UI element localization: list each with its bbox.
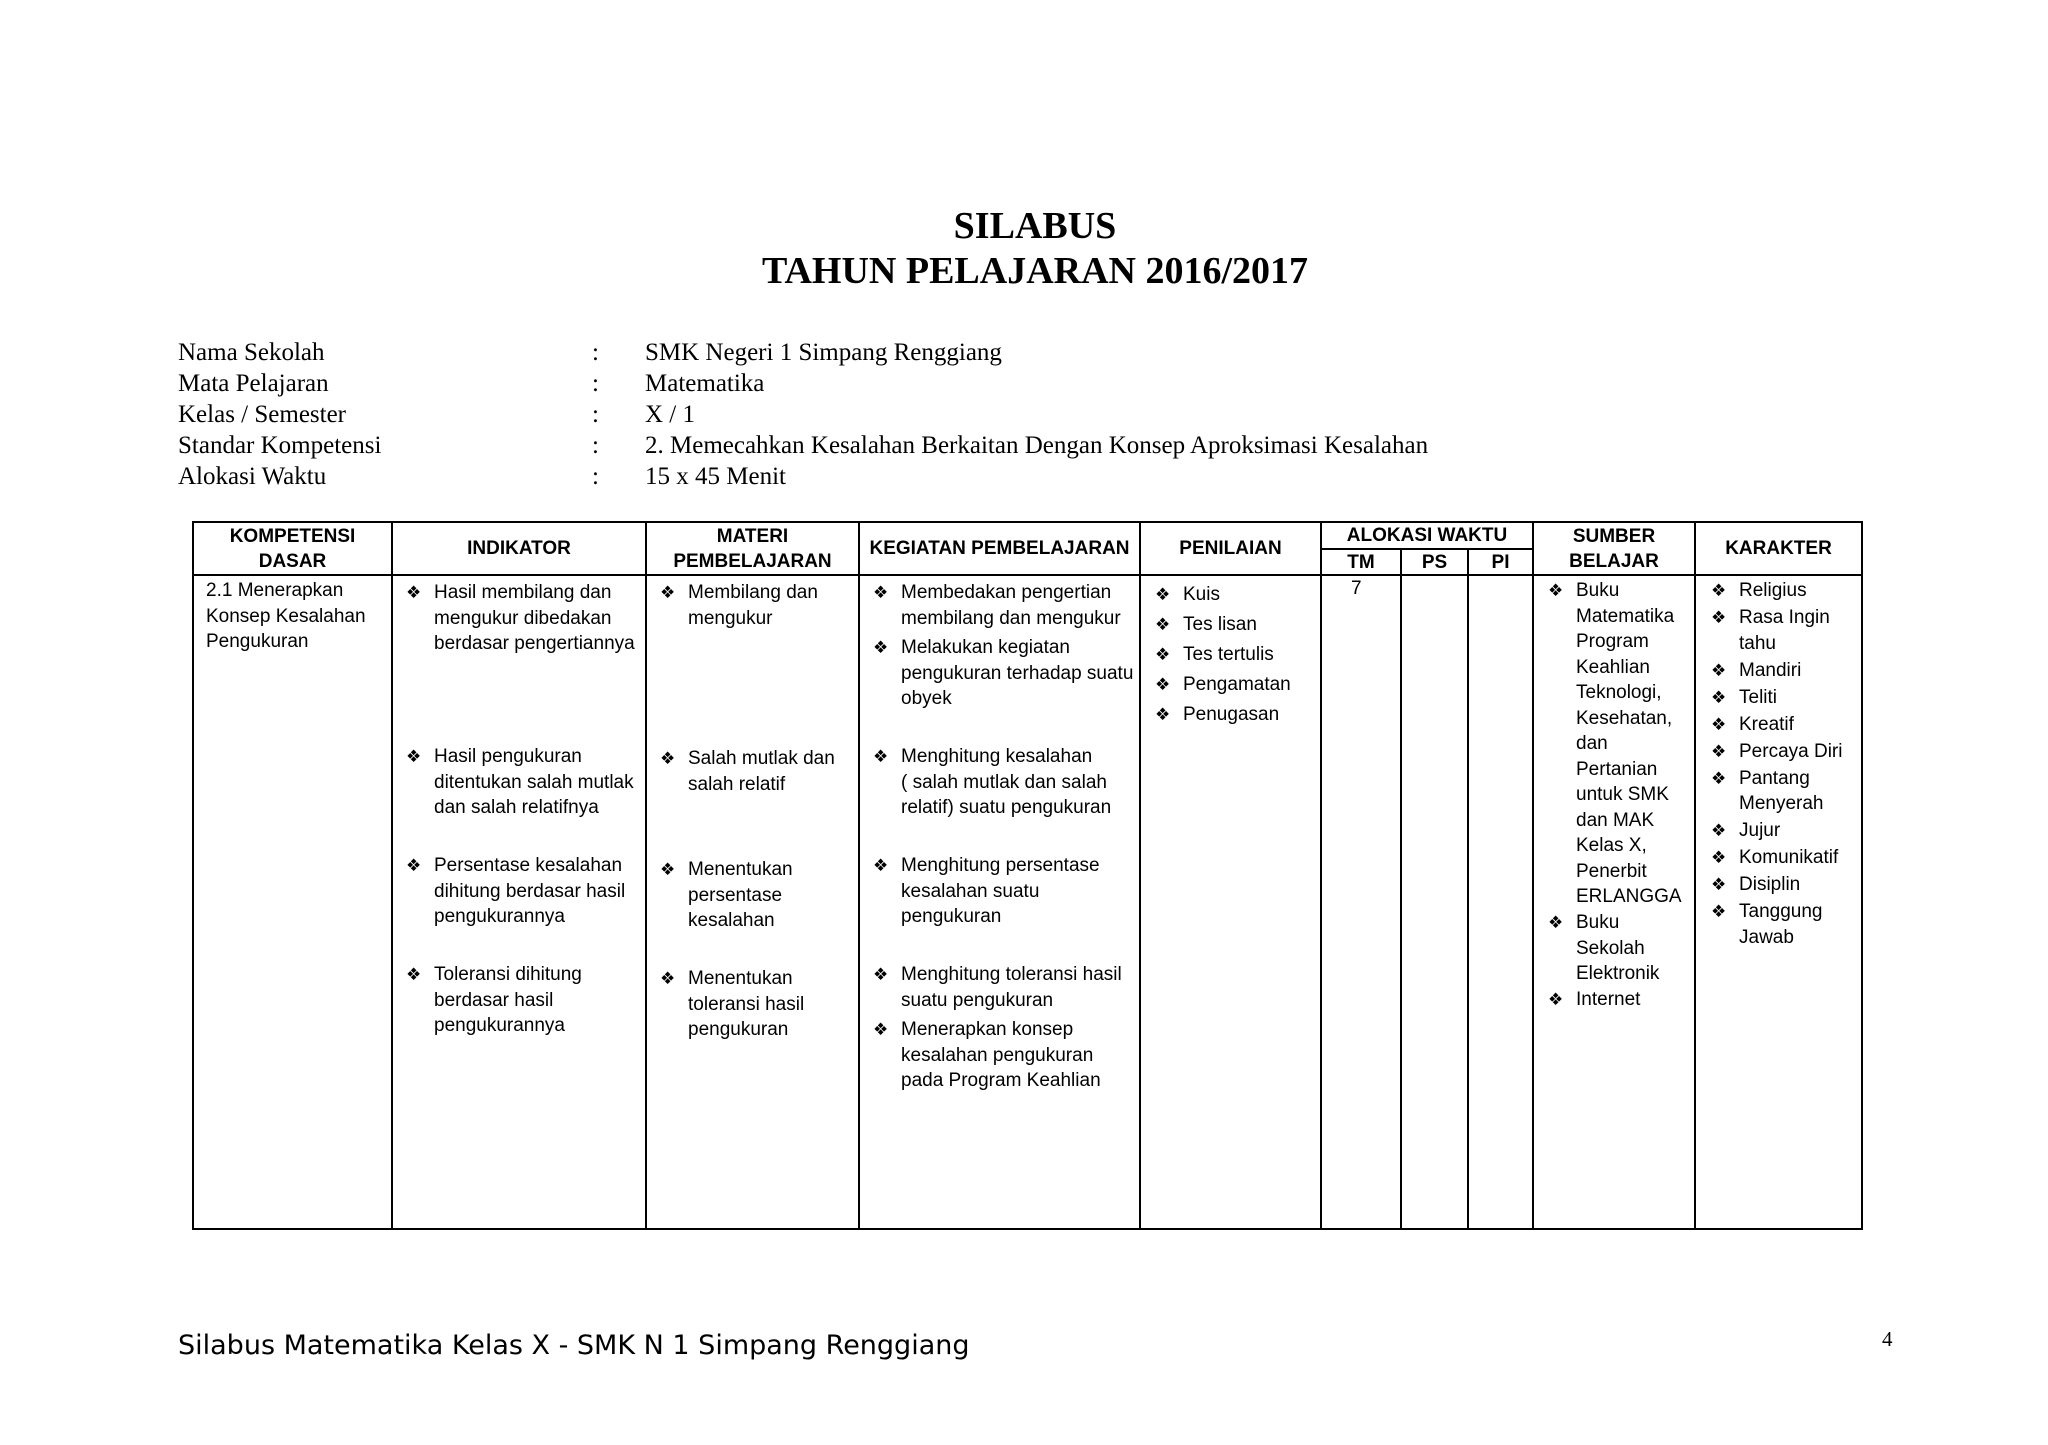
cell-line: Penerbit <box>1576 860 1647 882</box>
bullet-icon: ❖ <box>406 965 422 984</box>
cell-line: Buku <box>1576 912 1620 933</box>
kegiatan-item <box>873 1017 1101 1094</box>
header-text: PS <box>1421 551 1448 573</box>
bullet-icon: ❖ <box>1711 848 1727 867</box>
col-divider <box>1694 521 1696 1230</box>
cell-line: Kesehatan, <box>1576 707 1673 729</box>
header-karakter <box>1696 523 1861 574</box>
cell-line: pengukuran terhadap suatu <box>901 662 1134 684</box>
penilaian-item <box>1155 610 1291 640</box>
kegiatan-item <box>873 744 1111 821</box>
cell-line: mengukur <box>688 607 773 629</box>
info-value: Matematika <box>645 370 765 397</box>
col-divider <box>1139 521 1141 1230</box>
header-kegiatan <box>860 523 1139 574</box>
col-divider <box>645 521 647 1230</box>
cell-line: pada Program Keahlian <box>901 1070 1101 1091</box>
materi-item <box>660 966 804 1043</box>
cell-line: Rasa Ingin <box>1739 607 1830 628</box>
info-value: 15 x 45 Menit <box>645 463 786 490</box>
info-block <box>0 337 1600 497</box>
header-sumber-belajar <box>1534 523 1694 574</box>
info-colon: : <box>592 370 599 397</box>
bullet-icon: ❖ <box>406 747 422 766</box>
cell-line: pengukuran <box>901 906 1002 927</box>
indikator-item <box>406 962 582 1039</box>
header-text: DASAR <box>258 550 327 572</box>
bullet-icon: ❖ <box>1548 990 1564 1009</box>
bullet-icon: ❖ <box>1155 705 1171 724</box>
info-colon: : <box>592 339 599 366</box>
bullet-icon: ❖ <box>1711 660 1727 680</box>
cell-line: persentase <box>688 884 783 906</box>
cell-line: Pantang <box>1739 767 1810 789</box>
header-text: MATERI <box>716 525 789 547</box>
cell-line: Matematika <box>1576 605 1675 627</box>
cell-line: salah relatif <box>688 773 786 795</box>
col-divider <box>391 521 393 1230</box>
karakter-item <box>1711 578 1842 604</box>
header-text: SUMBER <box>1572 525 1656 547</box>
karakter-item <box>1711 658 1842 684</box>
indikator-item <box>406 744 634 821</box>
header-text: KARAKTER <box>1725 538 1832 559</box>
document-title: SILABUS <box>953 205 1117 247</box>
page-number: 4 <box>1882 1327 1893 1351</box>
header-alokasi-waktu <box>1322 523 1532 548</box>
bullet-icon: ❖ <box>873 638 889 657</box>
karakter-item <box>1711 899 1842 950</box>
header-text: PEMBELAJARAN <box>673 550 832 572</box>
bullet-icon: ❖ <box>406 583 422 602</box>
karakter-item <box>1711 818 1842 844</box>
cell-line: 2.1 Menerapkan <box>206 580 344 601</box>
cell-line: Tes tertulis <box>1183 644 1274 665</box>
penilaian-list <box>1155 580 1291 730</box>
cell-line: Disiplin <box>1739 874 1801 895</box>
info-label: Kelas / Semester <box>178 401 347 428</box>
materi-item <box>660 580 818 631</box>
cell-line: Toleransi dihitung <box>434 964 582 985</box>
header-indikator <box>393 523 645 574</box>
cell-line: Kreatif <box>1739 713 1794 735</box>
cell-line: kesalahan pengukuran <box>901 1044 1094 1066</box>
karakter-item <box>1711 712 1842 738</box>
cell-line: Kuis <box>1183 584 1220 605</box>
page-footer: Silabus Matematika Kelas X - SMK N 1 Simpang Renggiang <box>178 1330 970 1361</box>
table-border-right <box>1861 521 1863 1230</box>
cell-line: Jawab <box>1739 926 1794 948</box>
cell-line: Komunikatif <box>1739 847 1839 868</box>
cell-line: Menghitung persentase <box>901 855 1100 876</box>
document-subtitle: TAHUN PELAJARAN 2016/2017 <box>761 250 1309 292</box>
cell-line: relatif) suatu pengukuran <box>901 797 1112 818</box>
karakter-item <box>1711 872 1842 898</box>
penilaian-item <box>1155 700 1291 730</box>
info-colon: : <box>592 401 599 428</box>
bullet-icon: ❖ <box>406 856 422 875</box>
cell-line: mengukur dibedakan <box>434 607 612 629</box>
cell-line: berdasar pengertiannya <box>434 633 635 654</box>
cell-line: Menyerah <box>1739 793 1824 814</box>
bullet-icon: ❖ <box>1711 687 1727 707</box>
cell-line: Internet <box>1576 989 1641 1010</box>
cell-line: toleransi hasil <box>688 993 805 1015</box>
bullet-icon: ❖ <box>660 583 676 602</box>
bullet-icon: ❖ <box>873 965 889 984</box>
cell-line: Konsep Kesalahan <box>206 605 366 627</box>
bullet-icon: ❖ <box>1711 608 1727 627</box>
cell-line: berdasar hasil <box>434 989 554 1011</box>
karakter-item <box>1711 766 1842 817</box>
karakter-item <box>1711 605 1842 656</box>
header-text: PI <box>1491 551 1510 573</box>
cell-line: Buku <box>1576 580 1620 601</box>
cell-line: Religius <box>1739 580 1807 601</box>
karakter-item <box>1711 739 1842 765</box>
cell-line: dan <box>1576 733 1608 754</box>
header-ps <box>1402 550 1467 574</box>
cell-line: Menerapkan konsep <box>901 1019 1074 1040</box>
karakter-item <box>1711 685 1842 711</box>
cell-line: Percaya Diri <box>1739 740 1843 762</box>
cell-line: Teliti <box>1739 686 1778 708</box>
kegiatan-item <box>873 962 1122 1013</box>
cell-line: Membedakan pengertian <box>901 582 1112 603</box>
cell-line: Keahlian <box>1576 656 1650 678</box>
cell-line: obyek <box>901 688 952 709</box>
cell-line: Melakukan kegiatan <box>901 637 1070 658</box>
cell-line: kesalahan suatu <box>901 880 1040 902</box>
cell-line: ( salah mutlak dan salah <box>901 771 1107 793</box>
bullet-icon: ❖ <box>1155 645 1171 664</box>
cell-line: dan salah relatifnya <box>434 797 599 818</box>
kegiatan-item <box>873 580 1121 631</box>
indikator-item <box>406 853 625 930</box>
cell-line: Mandiri <box>1739 659 1802 681</box>
bullet-icon: ❖ <box>1711 902 1727 921</box>
bullet-icon: ❖ <box>1711 821 1727 840</box>
cell-line: pengukurannya <box>434 906 565 927</box>
penilaian-item <box>1155 670 1291 700</box>
header-text: PENILAIAN <box>1179 538 1282 559</box>
bullet-icon: ❖ <box>1711 714 1727 734</box>
bullet-icon: ❖ <box>873 1020 889 1039</box>
kegiatan-item <box>873 635 1133 712</box>
header-materi <box>647 523 858 574</box>
cell-line: Elektronik <box>1576 963 1660 984</box>
cell-line: Pengukuran <box>206 631 309 652</box>
karakter-list <box>1711 578 1842 952</box>
table-border-bottom <box>192 1228 1863 1230</box>
bullet-icon: ❖ <box>873 583 889 602</box>
info-value: 2. Memecahkan Kesalahan Berkaitan Dengan Konsep Aproksimasi Kesalahan <box>645 432 1429 459</box>
cell-line: Pertanian <box>1576 758 1658 780</box>
info-value: X / 1 <box>645 401 695 428</box>
cell-kompetensi-dasar <box>206 578 366 655</box>
header-text: KOMPETENSI <box>229 525 356 547</box>
header-tm <box>1322 550 1400 574</box>
header-text: INDIKATOR <box>467 538 571 559</box>
col-divider <box>1467 548 1469 1230</box>
indikator-item <box>406 580 635 657</box>
bullet-icon: ❖ <box>1548 581 1564 600</box>
materi-item <box>660 746 835 797</box>
bullet-icon: ❖ <box>873 856 889 875</box>
cell-line: Hasil pengukuran <box>434 746 582 767</box>
col-divider <box>1320 521 1322 1230</box>
cell-line: Pengamatan <box>1183 674 1291 695</box>
cell-tm: 7 <box>1351 578 1362 599</box>
karakter-item <box>1711 845 1842 871</box>
cell-line: ERLANGGA <box>1576 886 1682 907</box>
cell-line: Membilang dan <box>688 582 818 603</box>
cell-line: dan MAK <box>1576 809 1655 831</box>
header-text: TM <box>1347 551 1375 573</box>
cell-line: suatu pengukuran <box>901 989 1054 1011</box>
info-colon: : <box>592 463 599 490</box>
penilaian-item <box>1155 580 1291 610</box>
info-label: Alokasi Waktu <box>178 463 327 490</box>
sumber-item <box>1548 578 1682 910</box>
cell-line: Teknologi, <box>1576 682 1662 703</box>
cell-line: ditentukan salah mutlak <box>434 771 634 793</box>
cell-line: Tes lisan <box>1183 614 1257 635</box>
cell-line: pengukuran <box>688 1019 789 1040</box>
cell-line: tahu <box>1739 632 1776 654</box>
header-text: KEGIATAN PEMBELAJARAN <box>869 538 1130 559</box>
bullet-icon: ❖ <box>1711 875 1727 894</box>
bullet-icon: ❖ <box>1155 675 1171 694</box>
cell-line: Menghitung kesalahan <box>901 746 1093 767</box>
cell-line: Kelas X, <box>1576 835 1647 856</box>
table-header-divider <box>192 574 1863 576</box>
cell-line: Hasil membilang dan <box>434 582 612 603</box>
cell-line: Persentase kesalahan <box>434 855 623 876</box>
cell-line: membilang dan mengukur <box>901 607 1121 629</box>
bullet-icon: ❖ <box>660 860 676 879</box>
cell-line: Penugasan <box>1183 704 1280 725</box>
col-divider <box>1532 521 1534 1230</box>
cell-line: untuk SMK <box>1576 784 1669 805</box>
info-colon: : <box>592 432 599 459</box>
bullet-icon: ❖ <box>1711 581 1727 600</box>
cell-line: kesalahan <box>688 910 775 931</box>
bullet-icon: ❖ <box>660 969 676 988</box>
bullet-icon: ❖ <box>1711 768 1727 788</box>
cell-line: Menentukan <box>688 968 793 989</box>
bullet-icon: ❖ <box>1155 615 1171 634</box>
cell-line: dihitung berdasar hasil <box>434 880 626 902</box>
table-border-left <box>192 521 194 1230</box>
bullet-icon: ❖ <box>873 747 889 766</box>
cell-line: Salah mutlak dan <box>688 748 835 769</box>
bullet-icon: ❖ <box>1155 585 1171 604</box>
header-kompetensi-dasar <box>194 523 391 574</box>
col-divider <box>1400 548 1402 1230</box>
header-penilaian <box>1141 523 1320 574</box>
sumber-item <box>1548 987 1640 1013</box>
kegiatan-item <box>873 853 1100 930</box>
info-label: Nama Sekolah <box>178 339 325 366</box>
header-text: ALOKASI WAKTU <box>1346 525 1508 546</box>
info-label: Mata Pelajaran <box>178 370 329 397</box>
header-pi <box>1469 550 1532 574</box>
col-divider <box>858 521 860 1230</box>
materi-item <box>660 857 793 934</box>
bullet-icon: ❖ <box>660 749 676 768</box>
penilaian-item <box>1155 640 1291 670</box>
bullet-icon: ❖ <box>1548 913 1564 932</box>
cell-line: Program <box>1576 631 1649 652</box>
info-label: Standar Kompetensi <box>178 432 382 459</box>
cell-line: Menghitung toleransi hasil <box>901 964 1122 985</box>
cell-line: Tanggung <box>1739 901 1823 922</box>
bullet-icon: ❖ <box>1711 741 1727 761</box>
info-value: SMK Negeri 1 Simpang Renggiang <box>645 339 1002 366</box>
header-text: BELAJAR <box>1569 550 1659 572</box>
cell-line: Menentukan <box>688 859 793 880</box>
sumber-item <box>1548 910 1659 987</box>
cell-line: Jujur <box>1739 820 1781 841</box>
cell-line: pengukurannya <box>434 1015 565 1036</box>
cell-line: Sekolah <box>1576 937 1645 959</box>
